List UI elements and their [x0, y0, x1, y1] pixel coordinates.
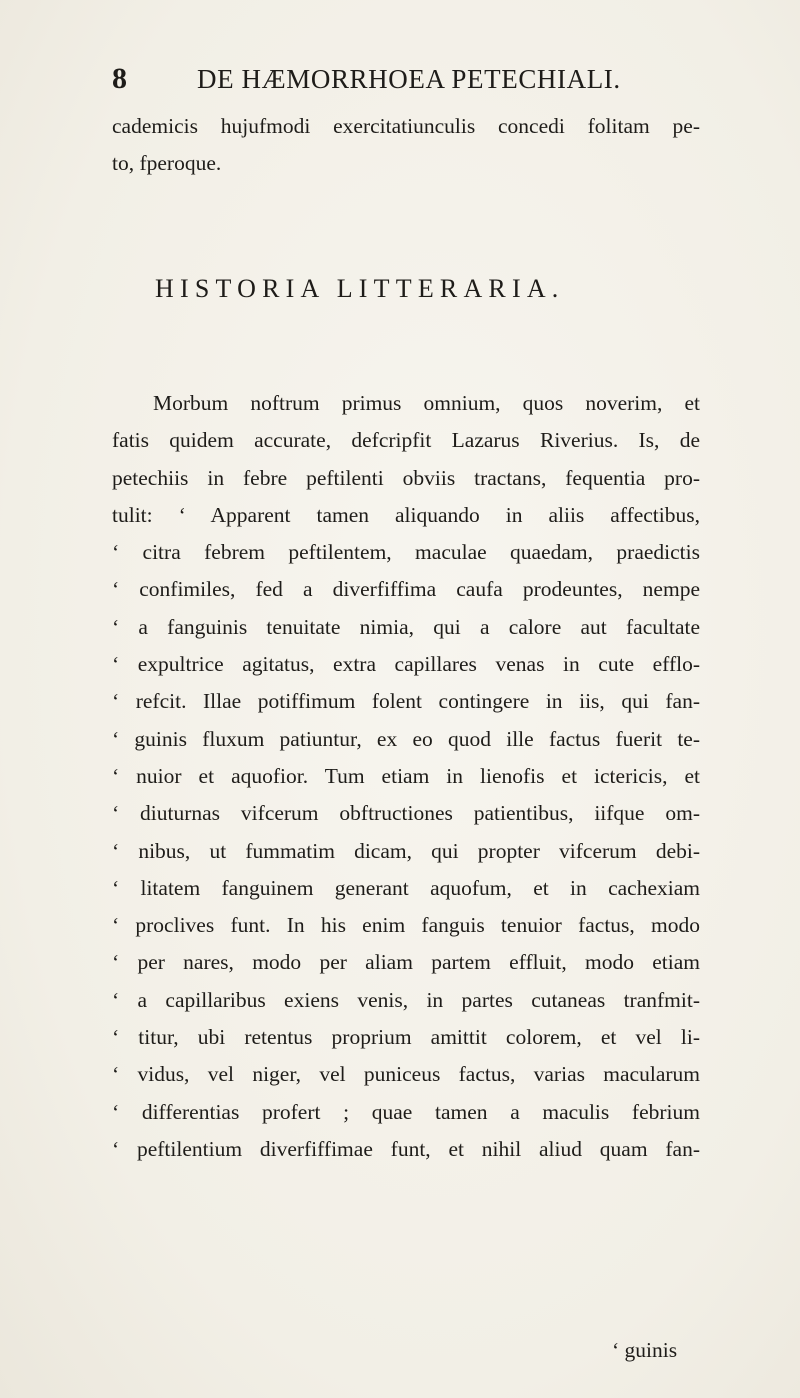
- page-number: 8: [112, 62, 127, 95]
- text-line: ‘ nuior et aquofior. Tum etiam in lienofis et ictericis, et: [112, 763, 700, 788]
- body-paragraph: [112, 385, 700, 1168]
- text-line: to, fperoque.: [112, 151, 222, 176]
- text-line: ‘ guinis fluxum patiuntur, ex eo quod ille factus fuerit te-: [112, 726, 700, 751]
- text-line: ‘ a capillaribus exiens venis, in partes cutaneas tranfmit-: [112, 987, 700, 1012]
- text-line: ‘ diuturnas vifcerum obftructiones patientibus, iifque om-: [112, 801, 700, 826]
- text-line: ‘ expultrice agitatus, extra capillares venas in cute efflo-: [112, 652, 700, 677]
- text-line: tulit: ‘ Apparent tamen aliquando in aliis affectibus,: [112, 502, 700, 527]
- text-line: ‘ titur, ubi retentus proprium amittit colorem, et vel li-: [112, 1025, 700, 1050]
- text-line: cademicis hujufmodi exercitatiunculis concedi folitam pe-: [112, 114, 700, 138]
- text-line: Morbum noftrum primus omnium, quos noverim, et: [153, 391, 700, 415]
- text-line: petechiis in febre peftilenti obviis tractans, fequentia pro-: [112, 465, 700, 490]
- text-line: ‘ differentias profert ; quae tamen a maculis febrium: [112, 1099, 700, 1124]
- catchword: ‘ guinis: [612, 1338, 678, 1362]
- text-line: ‘ nibus, ut fummatim dicam, qui propter vifcerum debi-: [112, 838, 700, 863]
- text-line: ‘ per nares, modo per aliam partem effluit, modo etiam: [112, 950, 700, 975]
- text-line: ‘ vidus, vel niger, vel puniceus factus, varias macularum: [112, 1062, 700, 1087]
- text-line: ‘ refcit. Illae potiffimum folent contingere in iis, qui fan-: [112, 689, 700, 714]
- running-head: [112, 62, 712, 102]
- text-line: fatis quidem accurate, defcripfit Lazarus Riverius. Is, de: [112, 428, 700, 453]
- text-line: ‘ litatem fanguinem generant aquofum, et in cachexiam: [112, 875, 700, 900]
- text-line: ‘ confimiles, fed a diverfiffima caufa prodeuntes, nempe: [112, 577, 700, 602]
- text-line: ‘ proclives funt. In his enim fanguis tenuior factus, modo: [112, 913, 700, 938]
- text-line: ‘ peftilentium diverfiffimae funt, et nihil aliud quam fan-: [112, 1136, 700, 1161]
- text-line: ‘ a fanguinis tenuitate nimia, qui a calore aut facultate: [112, 614, 700, 639]
- intro-paragraph: [112, 108, 700, 183]
- running-title: DE HÆMORRHOEA PETECHIALI.: [197, 64, 621, 94]
- section-heading: HISTORIA LITTERARIA.: [155, 274, 565, 303]
- text-line: ‘ citra febrem peftilentem, maculae quaedam, praedictis: [112, 540, 700, 565]
